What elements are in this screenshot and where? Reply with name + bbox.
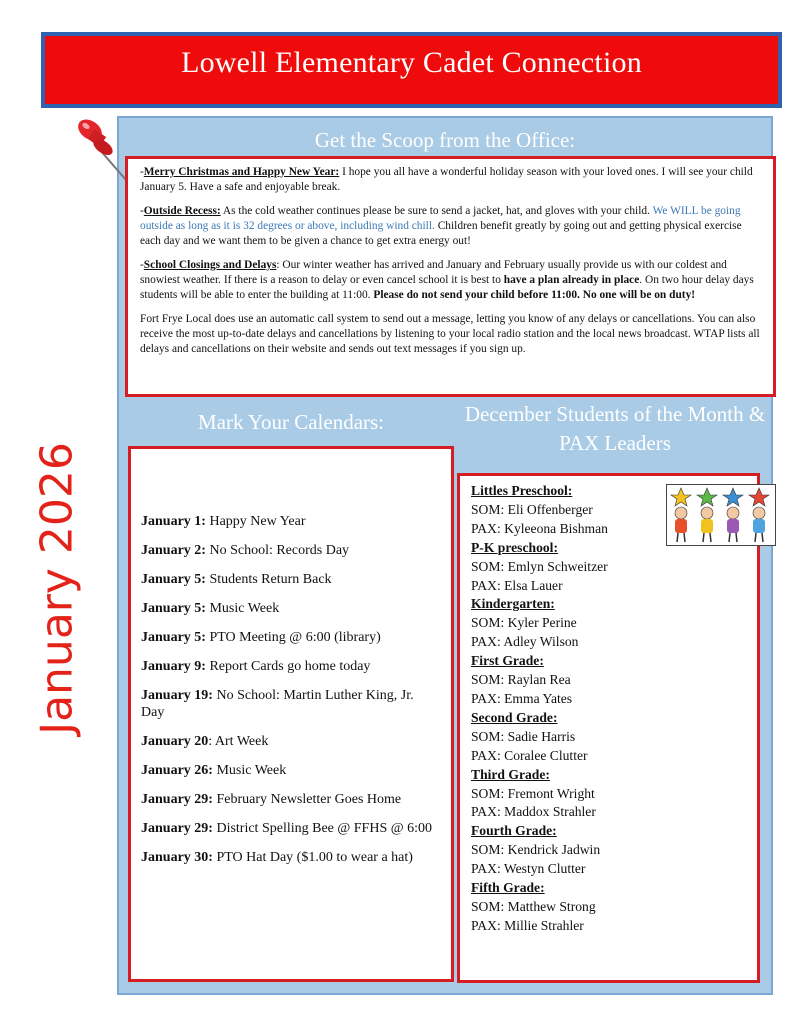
closings-text: : Our winter weather has arrived and January and February usually provide us with our coldest and snowiest weather. If there is a reason to delay or even cancel school it is best to [140, 259, 727, 286]
calendar-event: Music Week [212, 763, 287, 778]
som-name: SOM: Sadie Harris [471, 728, 576, 744]
calendar-event: Music Week [205, 601, 280, 616]
calendar-event: No School: Martin Luther King, Jr. Day [141, 688, 414, 720]
calendar-date: January 5: [141, 630, 206, 645]
grade-heading: Fifth Grade: [471, 880, 545, 896]
pax-name: PAX: Westyn Clutter [471, 861, 586, 877]
scoop-box [125, 156, 776, 397]
calendar-date: January 5: [141, 601, 206, 616]
christmas-title: Merry Christmas and Happy New Year: [143, 166, 340, 178]
recess-title: Outside Recess: [143, 205, 221, 217]
calendar-item [141, 849, 439, 866]
calendar-date: January 19: [141, 688, 213, 703]
recess-paragraph [140, 204, 763, 249]
christmas-paragraph [140, 165, 763, 195]
calendar-item [141, 658, 439, 675]
star-kids-clipart [666, 484, 776, 546]
calendar-box [128, 446, 454, 982]
calendar-date: January 9: [141, 659, 206, 674]
som-name: SOM: Kendrick Jadwin [471, 842, 601, 858]
pax-name: PAX: Emma Yates [471, 690, 573, 706]
students-box [457, 473, 760, 983]
grade-heading: Fourth Grade: [471, 823, 557, 839]
calendar-item [141, 762, 439, 779]
grade-heading: Littles Preschool: [471, 483, 573, 498]
grade-heading: First Grade: [471, 653, 544, 669]
calendar-event: Report Cards go home today [205, 659, 371, 674]
closings-title: School Closings and Delays [143, 259, 277, 271]
calendar-event: Students Return Back [205, 572, 332, 587]
pax-name: PAX: Kyleeona Bishman [471, 520, 608, 536]
calendar-item [141, 571, 439, 588]
closings-prefix: - [140, 259, 144, 271]
pax-name: PAX: Coralee Clutter [471, 747, 588, 763]
calendar-date: January 5: [141, 572, 206, 587]
calendar-heading: Mark Your Calendars: [197, 410, 385, 434]
christmas-text: I hope you all have a wonderful holiday season with your loved ones. I will see your child January 5. Have a safe and enjoyable break. [140, 166, 753, 193]
som-name: SOM: Kyler Perine [471, 615, 577, 631]
students-heading: December Students of the Month & PAX Leaders [464, 402, 766, 456]
pax-name: PAX: Millie Strahler [471, 917, 584, 933]
calendar-event: Happy New Year [205, 514, 306, 529]
calendar-event: February Newsletter Goes Home [212, 792, 402, 807]
calendar-date: January 1: [141, 514, 206, 529]
grade-heading: Second Grade: [471, 709, 558, 725]
christmas-prefix: - [140, 166, 144, 178]
calendar-item [141, 629, 439, 646]
som-name: SOM: Fremont Wright [471, 785, 595, 801]
recess-text: As the cold weather continues please be sure to send a jacket, hat, and gloves with your child. [220, 205, 653, 217]
call-system-paragraph: Fort Frye Local does use an automatic call system to send out a message, letting you know of any delays or cancellations. You can also receive the most up-to-date delays and cancellations by listening to your local radio station and the local news broadcast. WTAP lists all delays and cancellations on their website and sends out text messages if you sign up. [140, 313, 760, 355]
closings-bold-2: Please do not send your child before 11:00. No one will be on duty! [373, 289, 696, 301]
som-name: SOM: Matthew Strong [471, 898, 596, 914]
calendar-date: January 20 [141, 734, 209, 749]
recess-text-2: Children benefit greatly by going out and getting physical exercise each day and we want them to be given a chance to get extra energy out! [140, 220, 742, 247]
month-label: January 2026 [31, 442, 83, 735]
calendar-date: January 29: [141, 821, 213, 836]
calendar-event: District Spelling Bee @ FFHS @ 6:00 [212, 821, 433, 836]
grade-heading: Kindergarten: [471, 596, 555, 612]
pax-name: PAX: Elsa Lauer [471, 577, 563, 593]
calendar-date: January 29: [141, 792, 213, 807]
calendar-item [141, 542, 439, 559]
scoop-heading: Get the Scoop from the Office: [314, 128, 576, 152]
grade-heading: P-K preschool: [471, 539, 558, 555]
recess-blue-text: We WILL be going outside as long as it is 32 degrees or above, including wind chill. [140, 205, 741, 232]
calendar-item [141, 687, 439, 721]
closings-text-2: . On two hour delay days students will be able to enter the building at 11:00. [140, 274, 754, 301]
calendar-item [141, 820, 439, 837]
closings-paragraph [140, 258, 763, 303]
calendar-date: January 2: [141, 543, 206, 558]
calendar-event: PTO Hat Day ($1.00 to wear a hat) [212, 850, 413, 865]
calendar-item [141, 513, 439, 530]
calendar-date: January 30: [141, 850, 213, 865]
newsletter-banner [41, 32, 782, 108]
som-name: SOM: Emlyn Schweitzer [471, 558, 608, 574]
closings-bold: have a plan already in place [503, 274, 640, 286]
banner-red-bar [45, 36, 778, 104]
calendar-event: : Art Week [208, 734, 269, 749]
newsletter-title: Lowell Elementary Cadet Connection [181, 46, 642, 79]
som-name: SOM: Raylan Rea [471, 672, 571, 688]
som-name: SOM: Eli Offenberger [471, 501, 593, 517]
recess-prefix: - [140, 205, 144, 217]
calendar-item [141, 600, 439, 617]
calendar-event: No School: Records Day [205, 543, 350, 558]
calendar-item [141, 733, 439, 750]
grade-heading: Third Grade: [471, 766, 550, 782]
calendar-item [141, 791, 439, 808]
calendar-date: January 26: [141, 763, 213, 778]
pax-name: PAX: Adley Wilson [471, 634, 579, 650]
pax-name: PAX: Maddox Strahler [471, 804, 596, 820]
calendar-event: PTO Meeting @ 6:00 (library) [205, 630, 381, 645]
